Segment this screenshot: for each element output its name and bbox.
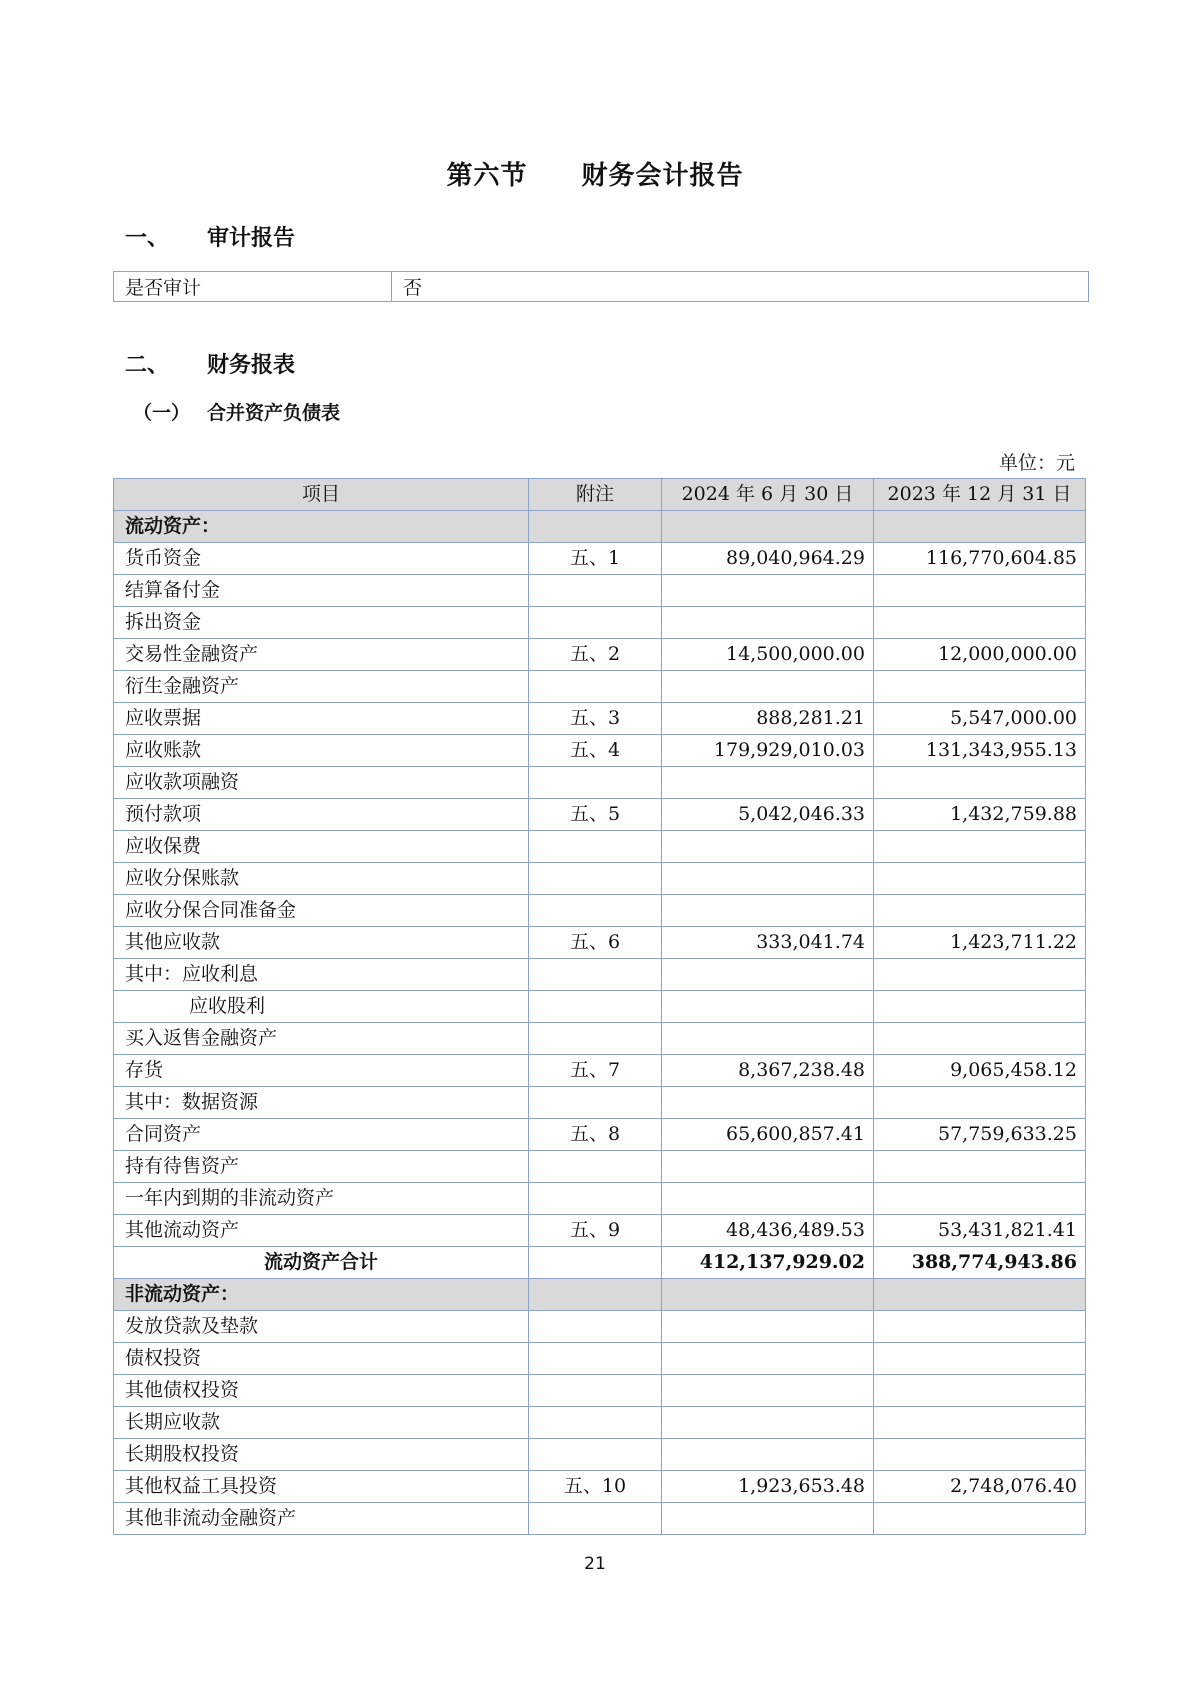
row-previous-value: 57,759,633.25	[874, 1119, 1086, 1151]
row-previous-value	[874, 863, 1086, 895]
row-current-value	[662, 959, 874, 991]
row-previous-value	[874, 1183, 1086, 1215]
table-row	[114, 863, 1086, 895]
row-note	[529, 1023, 662, 1055]
row-item-name: 债权投资	[114, 1343, 529, 1375]
audit-table	[113, 271, 1089, 302]
row-previous-value	[874, 1503, 1086, 1535]
row-previous-value	[874, 767, 1086, 799]
table-row	[114, 767, 1086, 799]
row-note	[529, 863, 662, 895]
row-item-name: 发放贷款及垫款	[114, 1311, 529, 1343]
row-previous-value	[874, 895, 1086, 927]
row-item-name: 预付款项	[114, 799, 529, 831]
row-item-name: 其他应收款	[114, 927, 529, 959]
row-item-name: 其他债权投资	[114, 1375, 529, 1407]
row-item-name: 衍生金融资产	[114, 671, 529, 703]
table-row	[114, 1023, 1086, 1055]
table-row	[114, 1087, 1086, 1119]
table-row	[114, 1215, 1086, 1247]
row-previous-value	[874, 511, 1086, 543]
row-note	[529, 1247, 662, 1279]
row-previous-value: 1,423,711.22	[874, 927, 1086, 959]
row-current-value	[662, 671, 874, 703]
row-item-name: 买入返售金融资产	[114, 1023, 529, 1055]
table-row	[114, 671, 1086, 703]
row-note: 五、8	[529, 1119, 662, 1151]
row-item-name: 应收分保账款	[114, 863, 529, 895]
row-current-value: 65,600,857.41	[662, 1119, 874, 1151]
row-previous-value: 9,065,458.12	[874, 1055, 1086, 1087]
table-row	[114, 1407, 1086, 1439]
row-current-value	[662, 1311, 874, 1343]
row-item-name: 长期应收款	[114, 1407, 529, 1439]
row-note	[529, 1279, 662, 1311]
row-note	[529, 1087, 662, 1119]
row-item-name: 持有待售资产	[114, 1151, 529, 1183]
row-previous-value: 53,431,821.41	[874, 1215, 1086, 1247]
row-item-name: 长期股权投资	[114, 1439, 529, 1471]
table-row	[114, 1375, 1086, 1407]
row-item-name: 应收款项融资	[114, 767, 529, 799]
header-current-period: 2024 年 6 月 30 日	[662, 479, 874, 511]
row-previous-value	[874, 575, 1086, 607]
row-current-value	[662, 767, 874, 799]
row-current-value: 14,500,000.00	[662, 639, 874, 671]
row-note	[529, 831, 662, 863]
table-row	[114, 639, 1086, 671]
financial-heading-title: 财务报表	[207, 353, 296, 378]
balance-heading-title: 合并资产负债表	[207, 402, 341, 424]
row-note	[529, 767, 662, 799]
row-item-name: 其中：应收利息	[114, 959, 529, 991]
row-note	[529, 1503, 662, 1535]
row-current-value: 888,281.21	[662, 703, 874, 735]
page-number: 21	[584, 1554, 606, 1574]
row-previous-value: 116,770,604.85	[874, 543, 1086, 575]
row-current-value: 89,040,964.29	[662, 543, 874, 575]
row-current-value: 333,041.74	[662, 927, 874, 959]
financial-statements-heading	[125, 348, 425, 378]
table-row	[114, 1471, 1086, 1503]
row-note	[529, 1183, 662, 1215]
table-row	[114, 1503, 1086, 1535]
row-item-name: 货币资金	[114, 543, 529, 575]
row-item-name: 交易性金融资产	[114, 639, 529, 671]
table-row	[114, 959, 1086, 991]
table-row	[114, 511, 1086, 543]
audit-heading	[125, 221, 425, 251]
row-note: 五、9	[529, 1215, 662, 1247]
row-item-name: 其他权益工具投资	[114, 1471, 529, 1503]
row-note	[529, 1407, 662, 1439]
row-previous-value	[874, 1439, 1086, 1471]
row-item-name: 其中：数据资源	[114, 1087, 529, 1119]
row-item-name: 合同资产	[114, 1119, 529, 1151]
table-row	[114, 1279, 1086, 1311]
table-row	[114, 1311, 1086, 1343]
row-current-value	[662, 575, 874, 607]
row-item-name: 流动资产：	[114, 511, 529, 543]
audit-value: 否	[392, 272, 1089, 302]
row-note: 五、1	[529, 543, 662, 575]
row-note	[529, 511, 662, 543]
table-row	[114, 799, 1086, 831]
row-previous-value: 5,547,000.00	[874, 703, 1086, 735]
row-note	[529, 1439, 662, 1471]
row-current-value	[662, 1023, 874, 1055]
balance-sheet-table	[113, 478, 1086, 1535]
row-item-name: 其他流动资产	[114, 1215, 529, 1247]
row-item-name: 结算备付金	[114, 575, 529, 607]
table-row	[114, 1439, 1086, 1471]
table-row	[114, 831, 1086, 863]
table-row	[114, 1343, 1086, 1375]
row-previous-value: 12,000,000.00	[874, 639, 1086, 671]
table-row	[114, 543, 1086, 575]
row-previous-value	[874, 959, 1086, 991]
header-previous-period: 2023 年 12 月 31 日	[874, 479, 1086, 511]
row-item-name: 其他非流动金融资产	[114, 1503, 529, 1535]
row-note: 五、6	[529, 927, 662, 959]
row-current-value	[662, 1343, 874, 1375]
audit-heading-title: 审计报告	[207, 226, 296, 251]
row-previous-value: 388,774,943.86	[874, 1247, 1086, 1279]
row-previous-value	[874, 1311, 1086, 1343]
row-previous-value	[874, 1087, 1086, 1119]
row-previous-value	[874, 671, 1086, 703]
row-current-value	[662, 1439, 874, 1471]
row-current-value: 412,137,929.02	[662, 1247, 874, 1279]
row-previous-value	[874, 1407, 1086, 1439]
row-note: 五、7	[529, 1055, 662, 1087]
table-row	[114, 991, 1086, 1023]
unit-label: 单位：元	[998, 452, 1075, 474]
row-previous-value	[874, 831, 1086, 863]
row-item-name: 应收票据	[114, 703, 529, 735]
row-previous-value	[874, 1279, 1086, 1311]
table-row	[114, 575, 1086, 607]
table-row	[114, 703, 1086, 735]
table-row	[114, 607, 1086, 639]
row-item-name: 存货	[114, 1055, 529, 1087]
table-row	[114, 1151, 1086, 1183]
row-note	[529, 607, 662, 639]
row-note	[529, 959, 662, 991]
row-previous-value	[874, 1023, 1086, 1055]
row-note	[529, 1311, 662, 1343]
row-previous-value: 2,748,076.40	[874, 1471, 1086, 1503]
table-row	[114, 1183, 1086, 1215]
row-previous-value: 1,432,759.88	[874, 799, 1086, 831]
row-current-value	[662, 991, 874, 1023]
row-item-name: 流动资产合计	[114, 1247, 529, 1279]
row-item-name: 应收分保合同准备金	[114, 895, 529, 927]
row-item-name: 拆出资金	[114, 607, 529, 639]
row-note	[529, 1151, 662, 1183]
row-current-value	[662, 1503, 874, 1535]
row-current-value	[662, 1183, 874, 1215]
header-item: 项目	[114, 479, 529, 511]
row-previous-value: 131,343,955.13	[874, 735, 1086, 767]
row-current-value: 48,436,489.53	[662, 1215, 874, 1247]
row-current-value	[662, 863, 874, 895]
table-row	[114, 895, 1086, 927]
row-note: 五、3	[529, 703, 662, 735]
row-item-name: 应收股利	[114, 991, 529, 1023]
table-row	[114, 927, 1086, 959]
row-previous-value	[874, 991, 1086, 1023]
row-note: 五、5	[529, 799, 662, 831]
row-note	[529, 1343, 662, 1375]
row-note: 五、4	[529, 735, 662, 767]
row-note	[529, 1375, 662, 1407]
row-previous-value	[874, 1343, 1086, 1375]
row-current-value	[662, 1087, 874, 1119]
row-current-value	[662, 831, 874, 863]
header-note: 附注	[529, 479, 662, 511]
row-note: 五、2	[529, 639, 662, 671]
audit-label: 是否审计	[114, 272, 392, 302]
row-current-value: 179,929,010.03	[662, 735, 874, 767]
row-current-value	[662, 607, 874, 639]
table-row	[114, 735, 1086, 767]
row-item-name: 应收账款	[114, 735, 529, 767]
row-item-name: 应收保费	[114, 831, 529, 863]
row-note	[529, 671, 662, 703]
row-current-value	[662, 895, 874, 927]
row-current-value: 8,367,238.48	[662, 1055, 874, 1087]
row-current-value	[662, 1151, 874, 1183]
row-note	[529, 991, 662, 1023]
row-current-value	[662, 511, 874, 543]
row-current-value: 5,042,046.33	[662, 799, 874, 831]
table-row	[114, 1247, 1086, 1279]
financial-heading-number: 二、	[125, 353, 170, 378]
row-current-value: 1,923,653.48	[662, 1471, 874, 1503]
row-item-name: 非流动资产：	[114, 1279, 529, 1311]
row-previous-value	[874, 1151, 1086, 1183]
row-note: 五、10	[529, 1471, 662, 1503]
row-previous-value	[874, 1375, 1086, 1407]
table-row	[114, 1119, 1086, 1151]
row-current-value	[662, 1279, 874, 1311]
section-title: 第六节 财务会计报告	[446, 161, 744, 191]
row-note	[529, 895, 662, 927]
table-header-row	[114, 479, 1086, 511]
balance-sheet-heading	[133, 398, 533, 426]
row-current-value	[662, 1407, 874, 1439]
balance-heading-number: （一）	[133, 402, 191, 424]
row-current-value	[662, 1375, 874, 1407]
row-item-name: 一年内到期的非流动资产	[114, 1183, 529, 1215]
row-note	[529, 575, 662, 607]
row-previous-value	[874, 607, 1086, 639]
audit-heading-number: 一、	[125, 226, 170, 251]
audit-row	[114, 272, 1089, 302]
table-row	[114, 1055, 1086, 1087]
